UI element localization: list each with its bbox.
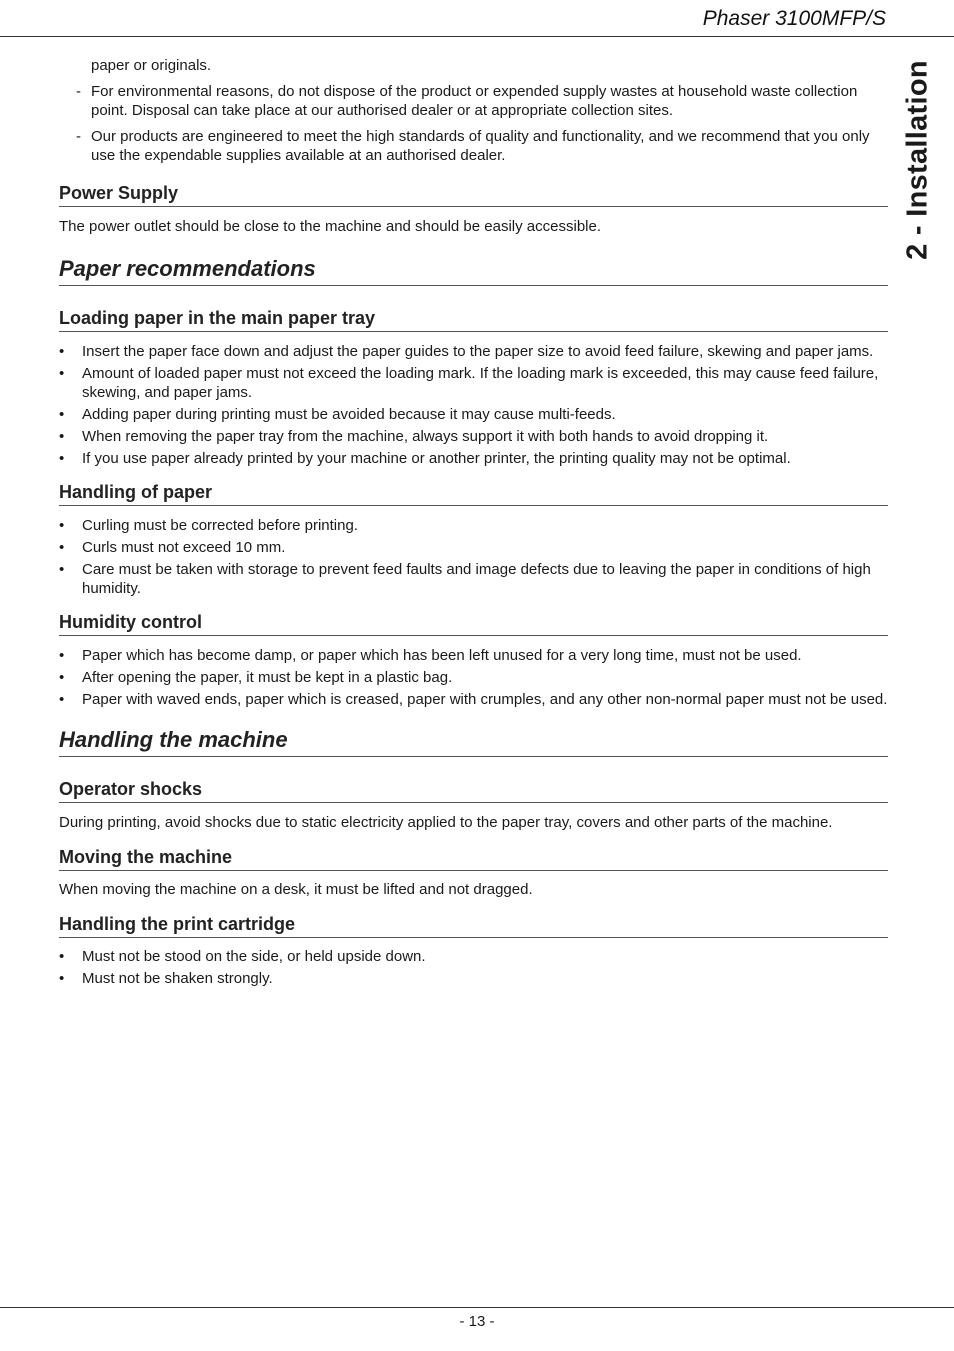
chapter-tab (900, 60, 936, 260)
list-item: • Paper which has become damp, or paper which has been left unused for a very long time, must not be used. (59, 647, 802, 664)
moving-machine-text: When moving the machine on a desk, it must be lifted and not dragged. (59, 881, 533, 898)
list-item: • Must not be stood on the side, or held upside down. (59, 948, 426, 965)
footer-rule (0, 1307, 954, 1308)
list-item: • If you use paper already printed by your machine or another printer, the printing quality may not be optimal. (59, 450, 791, 467)
list-item: • Curling must be corrected before printing. (59, 517, 358, 534)
page-content (59, 56, 888, 991)
operator-shocks-text: During printing, avoid shocks due to static electricity applied to the paper tray, covers and other parts of the machine. (59, 814, 833, 831)
intro-dash-list (59, 82, 888, 165)
list-item: • After opening the paper, it must be kept in a plastic bag. (59, 669, 453, 686)
list-item: • Paper with waved ends, paper which is creased, paper with crumples, and any other non-normal paper must not be used. (59, 691, 888, 708)
list-item: • Amount of loaded paper must not exceed the loading mark. If the loading mark is exceeded, this may cause feed failure, skewing, and paper jams. (59, 365, 879, 401)
loading-paper-heading: Loading paper in the main paper tray (59, 307, 888, 332)
list-item: - For environmental reasons, do not dispose of the product or expended supply wastes at household waste collection point. Disposal can take place at our authorised dealer or at appropriate collection sites. (76, 83, 858, 119)
handling-machine-heading: Handling the machine (59, 726, 888, 757)
moving-machine-heading: Moving the machine (59, 846, 888, 871)
loading-paper-list (59, 342, 888, 468)
list-item: • Care must be taken with storage to prevent feed faults and image defects due to leaving the paper in conditions of high humidity. (59, 561, 871, 597)
page-number: - 13 - (459, 1313, 495, 1330)
list-item: • Adding paper during printing must be avoided because it may cause multi-feeds. (59, 406, 616, 423)
list-item: • Curls must not exceed 10 mm. (59, 539, 286, 556)
operator-shocks-heading: Operator shocks (59, 778, 888, 803)
humidity-list (59, 646, 888, 709)
print-cartridge-heading: Handling the print cartridge (59, 913, 888, 938)
list-item: • Insert the paper face down and adjust the paper guides to the paper size to avoid feed failure, skewing and paper jams. (59, 343, 874, 360)
handling-paper-list (59, 516, 888, 598)
list-item: • When removing the paper tray from the machine, always support it with both hands to avoid dropping it. (59, 428, 769, 445)
power-supply-text: The power outlet should be close to the machine and should be easily accessible. (59, 218, 601, 235)
list-item: - Our products are engineered to meet the high standards of quality and functionality, and we recommend that you only use the expendable supplies available at an authorised dealer. (76, 128, 870, 164)
intro-continuation: paper or originals. (91, 57, 212, 74)
list-item: • Must not be shaken strongly. (59, 970, 273, 987)
header-rule (0, 36, 954, 37)
header-title: Phaser 3100MFP/S (702, 7, 886, 30)
print-cartridge-list (59, 947, 888, 988)
handling-paper-heading: Handling of paper (59, 481, 888, 506)
power-supply-heading: Power Supply (59, 182, 888, 207)
humidity-heading: Humidity control (59, 611, 888, 636)
paper-recommendations-heading: Paper recommendations (59, 255, 888, 286)
chapter-tab-label: 2 - Installation (901, 60, 934, 260)
